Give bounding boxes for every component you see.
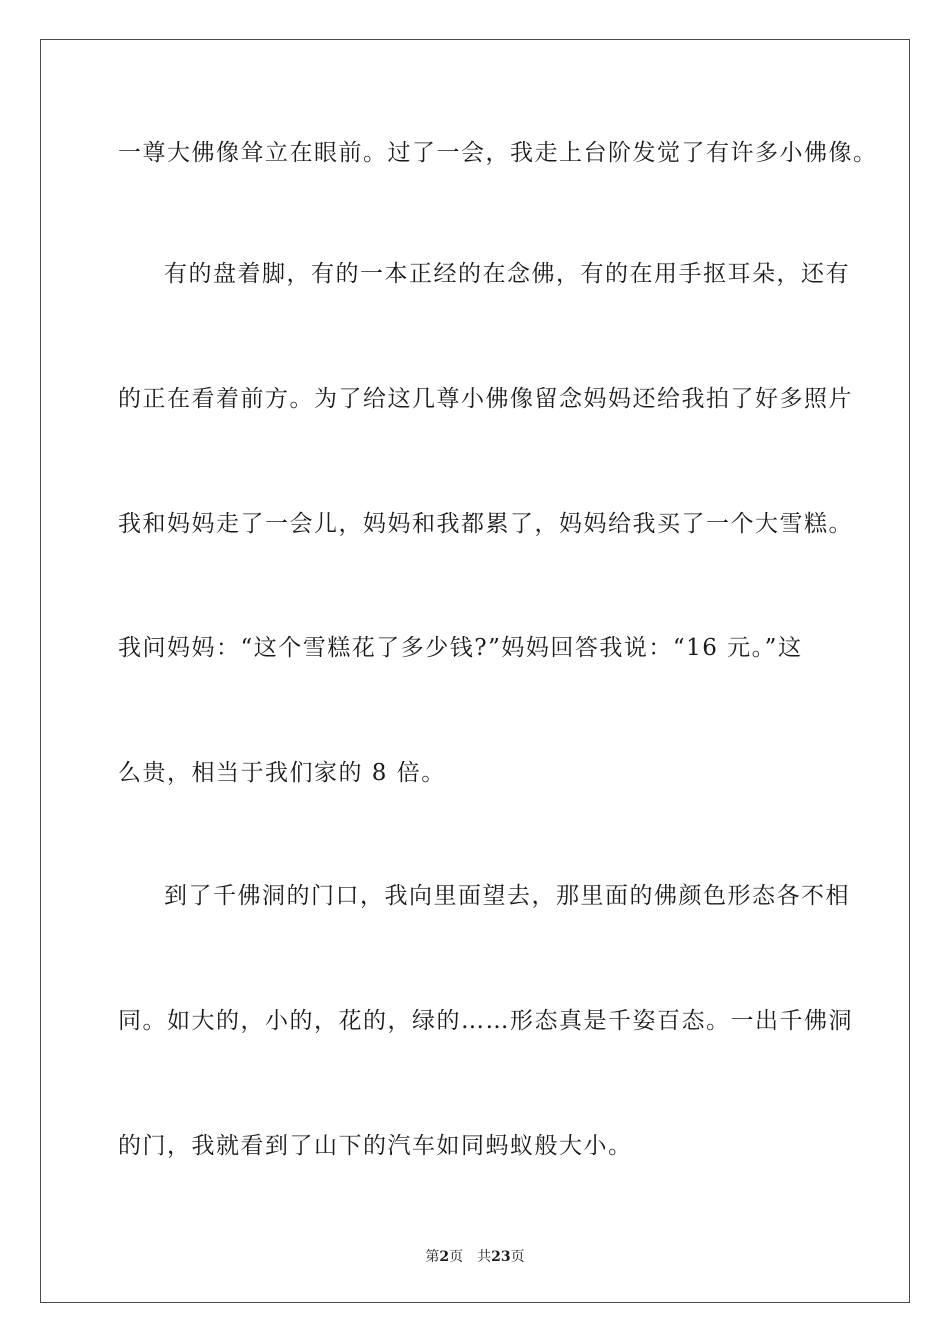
text-line-2: 有的盘着脚，有的一本正经的在念佛，有的在用手抠耳朵，还有: [164, 261, 850, 287]
page-footer: [0, 1248, 950, 1266]
text-line-5: 我问妈妈：“这个雪糕花了多少钱?”妈妈回答我说：“16 元。”这: [118, 635, 803, 661]
footer-total-suffix: 页: [510, 1249, 525, 1265]
text-line-8: 同。如大的，小的，花的，绿的……形态真是千姿百态。一出千佛洞: [118, 1008, 853, 1034]
text-line-7: 到了千佛洞的门口，我向里面望去，那里面的佛颜色形态各不相: [164, 883, 850, 909]
page-border: [40, 39, 910, 1303]
footer-page-number: 2: [439, 1249, 450, 1265]
text-line-1: 一尊大佛像耸立在眼前。过了一会，我走上台阶发觉了有许多小佛像。: [118, 140, 878, 166]
text-line-3: 的正在看着前方。为了给这几尊小佛像留念妈妈还给我拍了好多照片: [118, 386, 853, 412]
footer-page-suffix: 页: [449, 1249, 464, 1265]
text-line-9: 的门，我就看到了山下的汽车如同蚂蚁般大小。: [118, 1133, 633, 1159]
text-line-4: 我和妈妈走了一会儿，妈妈和我都累了，妈妈给我买了一个大雪糕。: [118, 511, 853, 537]
footer-page-prefix: 第: [425, 1249, 440, 1265]
footer-total-pages: 23: [491, 1249, 511, 1265]
footer-total-prefix: 共: [477, 1249, 492, 1265]
text-line-6: 么贵，相当于我们家的 8 倍。: [118, 760, 446, 786]
